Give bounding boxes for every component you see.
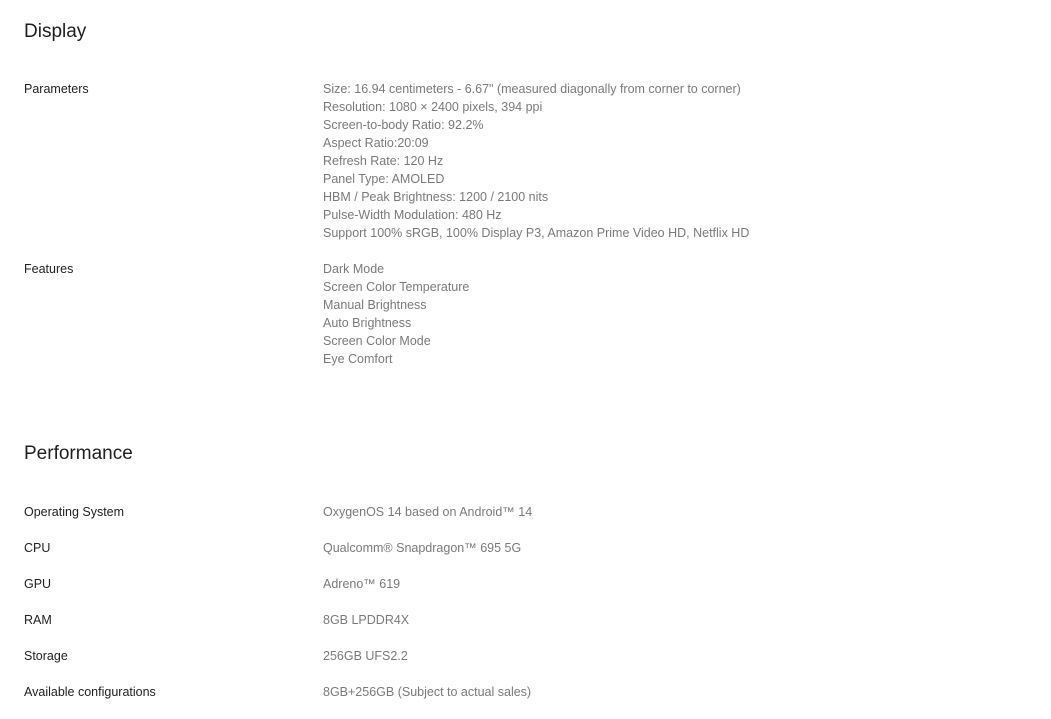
spec-label-available-configurations: Available configurations — [24, 685, 156, 699]
spec-value-operating-system: OxygenOS 14 based on Android™ 14 — [323, 505, 533, 519]
parameter-value: Support 100% sRGB, 100% Display P3, Amazon Prime Video HD, Netflix HD — [323, 226, 750, 240]
spec-value-list — [323, 503, 532, 521]
display-section-title: Display — [24, 21, 87, 42]
spec-label-storage: Storage — [24, 649, 68, 663]
spec-value-list — [323, 683, 531, 701]
performance-section-title: Performance — [24, 443, 133, 464]
parameter-value: Size: 16.94 centimeters - 6.67" (measured diagonally from corner to corner) — [323, 82, 741, 96]
feature-value: Dark Mode — [323, 262, 385, 276]
spec-value-cpu: Qualcomm® Snapdragon™ 695 5G — [323, 541, 522, 555]
parameter-value: Refresh Rate: 120 Hz — [323, 154, 444, 168]
parameters-list — [323, 80, 749, 242]
spec-value-gpu: Adreno™ 619 — [323, 577, 401, 591]
feature-value: Auto Brightness — [323, 316, 412, 330]
spec-value-list — [323, 539, 521, 557]
parameter-value: Resolution: 1080 × 2400 pixels, 394 ppi — [323, 100, 543, 114]
spec-label-gpu: GPU — [24, 577, 52, 591]
feature-value: Screen Color Mode — [323, 334, 431, 348]
spec-label-cpu: CPU — [24, 541, 51, 555]
spec-label-operating-system: Operating System — [24, 505, 125, 519]
parameter-value: Aspect Ratio:20:09 — [323, 136, 429, 150]
spec-value-ram: 8GB LPDDR4X — [323, 613, 410, 627]
features-label: Features — [24, 262, 74, 276]
spec-value-list — [323, 647, 408, 665]
parameter-value: Panel Type: AMOLED — [323, 172, 445, 186]
feature-value: Screen Color Temperature — [323, 280, 470, 294]
spec-value-list — [323, 611, 409, 629]
parameter-value: Pulse-Width Modulation: 480 Hz — [323, 208, 502, 222]
spec-value-available-configurations: 8GB+256GB (Subject to actual sales) — [323, 685, 532, 699]
parameters-label: Parameters — [24, 82, 89, 96]
parameter-value: HBM / Peak Brightness: 1200 / 2100 nits — [323, 190, 549, 204]
feature-value: Eye Comfort — [323, 352, 393, 366]
features-list — [323, 260, 469, 368]
spec-value-list — [323, 575, 400, 593]
spec-value-storage: 256GB UFS2.2 — [323, 649, 408, 663]
parameter-value: Screen-to-body Ratio: 92.2% — [323, 118, 484, 132]
spec-label-ram: RAM — [24, 613, 52, 627]
feature-value: Manual Brightness — [323, 298, 427, 312]
